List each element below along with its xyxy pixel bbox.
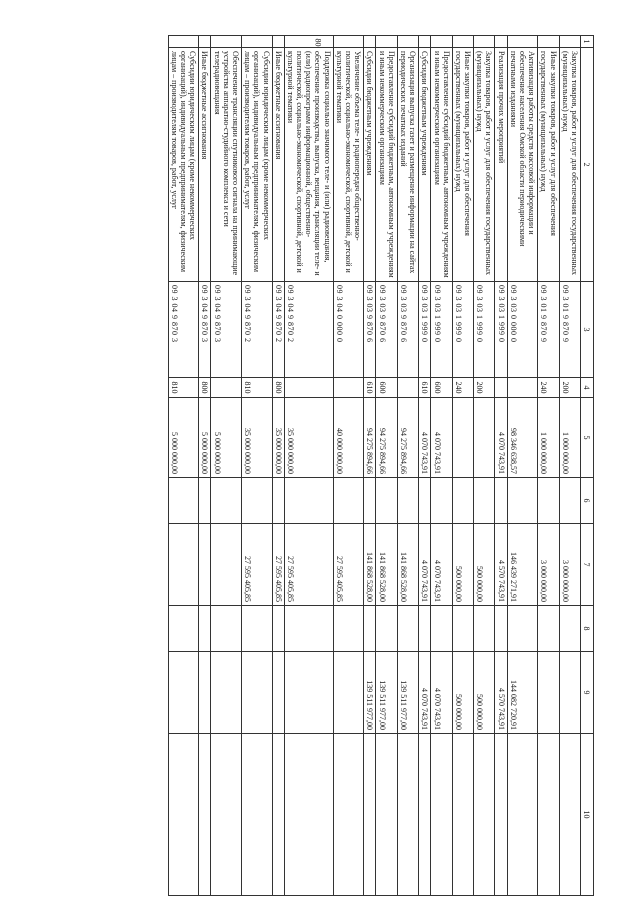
row-value-8 — [376, 606, 397, 652]
row-value-9: 4 070 743,91 — [431, 652, 452, 734]
row-value-8 — [272, 606, 284, 652]
row-vr: 240 — [452, 378, 473, 398]
row-value-7: 27 595 405,85 — [284, 524, 333, 606]
table-row — [364, 36, 376, 896]
row-name: Активизация работы средств массовой информации и обеспечение населения Омской области периодическими печатными изданиями — [507, 48, 538, 282]
row-value-10 — [272, 734, 284, 896]
row-value-10 — [397, 734, 418, 896]
row-value-8 — [495, 606, 507, 652]
row-index — [474, 36, 495, 48]
row-value-6 — [507, 478, 538, 524]
row-value-6 — [284, 478, 333, 524]
table-row — [199, 36, 211, 896]
row-code: 09 3 03 9 870 6 — [376, 282, 397, 378]
row-name: Субсидии юридическим лицам (кроме некоммерческих организаций), индивидуальным предпринимателям, физическим лицам – производителям товаров, работ, услуг — [242, 48, 273, 282]
table-row — [431, 36, 452, 896]
row-value-7: 146 439 271,91 — [507, 524, 538, 606]
row-code: 09 3 03 0 000 0 — [507, 282, 538, 378]
table-row — [397, 36, 418, 896]
row-value-5: 1 000 000,00 — [538, 398, 559, 478]
column-header: 2 — [581, 48, 594, 282]
budget-table-sheet — [4, 35, 594, 895]
row-code: 09 3 03 9 870 6 — [397, 282, 418, 378]
row-value-8 — [284, 606, 333, 652]
row-value-8 — [452, 606, 473, 652]
row-code: 09 3 04 9 870 3 — [168, 282, 199, 378]
row-value-8 — [199, 606, 211, 652]
row-value-6 — [474, 478, 495, 524]
row-name: Увеличение объема теле- и радиопередач общественно-политической, социально-экономической, спортивной, детской и культурной тематики — [333, 48, 364, 282]
row-index — [452, 36, 473, 48]
row-value-9 — [538, 652, 559, 734]
row-value-5 — [474, 398, 495, 478]
row-vr — [211, 378, 242, 398]
row-value-10 — [538, 734, 559, 896]
page-number: 80 — [313, 38, 323, 47]
row-code: 09 3 03 9 870 6 — [364, 282, 376, 378]
table-row — [168, 36, 199, 896]
row-value-6 — [376, 478, 397, 524]
row-value-10 — [376, 734, 397, 896]
row-value-9 — [211, 652, 242, 734]
row-vr — [507, 378, 538, 398]
table-row — [284, 36, 333, 896]
row-value-8 — [431, 606, 452, 652]
row-name: Иные бюджетные ассигнования — [199, 48, 211, 282]
row-vr: 200 — [474, 378, 495, 398]
row-value-9: 500 000,00 — [452, 652, 473, 734]
row-vr — [495, 378, 507, 398]
row-value-6 — [333, 478, 364, 524]
table-row — [538, 36, 559, 896]
column-header: 9 — [581, 652, 594, 734]
row-value-8 — [474, 606, 495, 652]
row-value-8 — [333, 606, 364, 652]
column-header: 10 — [581, 734, 594, 896]
table-row — [272, 36, 284, 896]
row-value-9: 139 511 977,00 — [376, 652, 397, 734]
row-value-5: 4 070 743,91 — [431, 398, 452, 478]
row-vr: 800 — [199, 378, 211, 398]
row-vr: 200 — [559, 378, 580, 398]
row-code: 09 3 04 9 870 2 — [272, 282, 284, 378]
row-value-9: 4 070 743,91 — [419, 652, 431, 734]
table-row — [474, 36, 495, 896]
row-value-6 — [559, 478, 580, 524]
row-value-6 — [364, 478, 376, 524]
row-value-6 — [211, 478, 242, 524]
row-code: 09 3 04 9 870 2 — [284, 282, 333, 378]
row-value-7 — [199, 524, 211, 606]
row-value-7: 4 070 743,91 — [419, 524, 431, 606]
row-value-10 — [452, 734, 473, 896]
row-name: Иные закупки товаров, работ и услуг для обеспечения государственных (муниципальных) нужд — [452, 48, 473, 282]
row-value-8 — [538, 606, 559, 652]
row-value-6 — [242, 478, 273, 524]
row-name: Иные закупки товаров, работ и услуг для обеспечения государственных (муниципальных) нужд — [538, 48, 559, 282]
row-value-9: 4 570 743,91 — [495, 652, 507, 734]
row-value-5: 94 275 894,66 — [376, 398, 397, 478]
row-value-7: 141 868 528,00 — [364, 524, 376, 606]
row-value-9 — [559, 652, 580, 734]
row-name: Иные бюджетные ассигнования — [272, 48, 284, 282]
row-index — [364, 36, 376, 48]
row-value-9 — [284, 652, 333, 734]
row-vr: 600 — [431, 378, 452, 398]
row-index — [211, 36, 242, 48]
column-header: 4 — [581, 378, 594, 398]
row-index — [431, 36, 452, 48]
row-vr — [333, 378, 364, 398]
row-value-5: 5 000 000,00 — [199, 398, 211, 478]
row-value-5 — [452, 398, 473, 478]
row-code: 09 3 03 1 999 0 — [431, 282, 452, 378]
row-vr: 610 — [364, 378, 376, 398]
row-value-9 — [333, 652, 364, 734]
row-value-5: 4 070 743,91 — [495, 398, 507, 478]
row-name: Субсидии юридическим лицам (кроме некоммерческих организаций), индивидуальным предпринимателям, физическим лицам – производителям товаров, работ, услуг — [168, 48, 199, 282]
row-code: 09 3 03 1 999 0 — [452, 282, 473, 378]
row-value-8 — [364, 606, 376, 652]
row-value-6 — [397, 478, 418, 524]
table-row — [419, 36, 431, 896]
row-value-9 — [199, 652, 211, 734]
row-value-10 — [474, 734, 495, 896]
row-code: 09 3 03 1 999 0 — [419, 282, 431, 378]
table-row — [211, 36, 242, 896]
table-row — [376, 36, 397, 896]
row-value-5: 40 000 000,00 — [333, 398, 364, 478]
row-name: Закупка товаров, работ и услуг для обеспечения государственных (муниципальных) нужд — [559, 48, 580, 282]
row-vr: 810 — [242, 378, 273, 398]
row-code: 09 3 04 9 870 3 — [211, 282, 242, 378]
row-name: Реализация прочих мероприятий — [495, 48, 507, 282]
row-index — [507, 36, 538, 48]
header-row — [581, 36, 594, 896]
row-index — [168, 36, 199, 48]
row-value-5: 5 000 000,00 — [211, 398, 242, 478]
row-value-9: 139 511 977,00 — [364, 652, 376, 734]
row-name: Субсидии бюджетным учреждениям — [419, 48, 431, 282]
table-row — [333, 36, 364, 896]
table-row — [559, 36, 580, 896]
row-index — [419, 36, 431, 48]
row-code: 09 3 04 9 870 3 — [199, 282, 211, 378]
row-value-10 — [333, 734, 364, 896]
row-value-5: 98 346 638,57 — [507, 398, 538, 478]
row-index — [284, 36, 333, 48]
row-index — [272, 36, 284, 48]
column-header: 1 — [581, 36, 594, 48]
row-value-10 — [431, 734, 452, 896]
row-value-7: 27 595 405,85 — [333, 524, 364, 606]
table-row — [452, 36, 473, 896]
row-name: Закупка товаров, работ и услуг для обеспечения государственных (муниципальных) нужд — [474, 48, 495, 282]
row-value-7 — [168, 524, 199, 606]
row-vr: 810 — [168, 378, 199, 398]
row-value-6 — [452, 478, 473, 524]
row-code: 09 3 03 1 999 0 — [474, 282, 495, 378]
row-vr — [284, 378, 333, 398]
row-value-8 — [397, 606, 418, 652]
row-index — [242, 36, 273, 48]
row-vr — [397, 378, 418, 398]
column-header: 7 — [581, 524, 594, 606]
row-name: Предоставление субсидий бюджетным, автономным учреждениям и иным некоммерческим организациям — [431, 48, 452, 282]
row-vr: 800 — [272, 378, 284, 398]
table-row — [242, 36, 273, 896]
row-value-10 — [284, 734, 333, 896]
row-value-6 — [272, 478, 284, 524]
row-value-9: 139 511 977,00 — [397, 652, 418, 734]
row-value-10 — [242, 734, 273, 896]
row-value-10 — [211, 734, 242, 896]
row-value-7: 500 000,00 — [452, 524, 473, 606]
budget-table — [168, 35, 594, 896]
row-value-9 — [242, 652, 273, 734]
row-code: 09 3 01 9 870 9 — [559, 282, 580, 378]
row-value-6 — [199, 478, 211, 524]
table-row — [507, 36, 538, 896]
column-header: 6 — [581, 478, 594, 524]
row-value-9 — [168, 652, 199, 734]
row-value-8 — [242, 606, 273, 652]
row-vr: 240 — [538, 378, 559, 398]
row-value-8 — [168, 606, 199, 652]
row-value-10 — [168, 734, 199, 896]
row-value-7: 3 000 000,00 — [538, 524, 559, 606]
row-value-7: 141 868 528,00 — [397, 524, 418, 606]
row-code: 09 3 01 9 870 9 — [538, 282, 559, 378]
table-body — [168, 36, 580, 896]
row-value-5: 5 000 000,00 — [168, 398, 199, 478]
row-value-9: 144 082 720,91 — [507, 652, 538, 734]
row-value-9 — [272, 652, 284, 734]
row-name: Поддержка социально значимого теле- и (или) радиовещания, обеспечение производства, выпуска, вещания, трансляции теле- и (или) радиопрограмм информационной, общественно-политической, социально-экономической, спортивной, детской и культурной тематики — [284, 48, 333, 282]
column-header: 5 — [581, 398, 594, 478]
row-value-7: 141 868 528,00 — [376, 524, 397, 606]
row-code: 09 3 04 9 870 2 — [242, 282, 273, 378]
row-value-5: 35 000 000,00 — [272, 398, 284, 478]
row-value-10 — [507, 734, 538, 896]
row-code: 09 3 03 1 999 0 — [495, 282, 507, 378]
column-header: 3 — [581, 282, 594, 378]
row-vr: 600 — [376, 378, 397, 398]
row-vr: 610 — [419, 378, 431, 398]
column-header: 8 — [581, 606, 594, 652]
row-value-10 — [495, 734, 507, 896]
row-value-10 — [419, 734, 431, 896]
row-value-7: 27 595 405,85 — [242, 524, 273, 606]
row-value-7: 4 570 743,91 — [495, 524, 507, 606]
row-value-5: 35 000 000,00 — [242, 398, 273, 478]
row-value-5: 1 000 000,00 — [559, 398, 580, 478]
row-value-6 — [168, 478, 199, 524]
row-value-5: 35 000 000,00 — [284, 398, 333, 478]
row-value-7 — [211, 524, 242, 606]
row-value-8 — [211, 606, 242, 652]
row-value-6 — [419, 478, 431, 524]
row-index — [538, 36, 559, 48]
row-value-7: 4 070 743,91 — [431, 524, 452, 606]
row-value-8 — [559, 606, 580, 652]
row-name: Предоставление субсидий бюджетным, автономным учреждениям и иным некоммерческим организациям — [376, 48, 397, 282]
row-index — [376, 36, 397, 48]
row-value-8 — [507, 606, 538, 652]
row-value-10 — [559, 734, 580, 896]
row-name: Организация выпуска газет и размещение информации на сайтах периодических печатных изданий — [397, 48, 418, 282]
row-value-6 — [431, 478, 452, 524]
row-index — [495, 36, 507, 48]
row-value-7: 3 000 000,00 — [559, 524, 580, 606]
row-index — [199, 36, 211, 48]
row-value-8 — [419, 606, 431, 652]
row-index — [333, 36, 364, 48]
row-value-5: 94 275 894,66 — [397, 398, 418, 478]
row-value-5: 4 070 743,91 — [419, 398, 431, 478]
row-index — [559, 36, 580, 48]
row-value-5: 94 275 894,66 — [364, 398, 376, 478]
row-code: 09 3 04 0 000 0 — [333, 282, 364, 378]
row-value-10 — [199, 734, 211, 896]
row-value-7: 500 000,00 — [474, 524, 495, 606]
row-value-7: 27 595 405,85 — [272, 524, 284, 606]
row-value-6 — [538, 478, 559, 524]
row-value-10 — [364, 734, 376, 896]
row-index — [397, 36, 418, 48]
row-name: Субсидии бюджетным учреждениям — [364, 48, 376, 282]
row-name: Обеспечение трансляции спутникового сигнала на принимающие устройства аппаратно-студийного комплекса и сети телерадиовещания — [211, 48, 242, 282]
row-value-6 — [495, 478, 507, 524]
table-row — [495, 36, 507, 896]
row-value-9: 500 000,00 — [474, 652, 495, 734]
